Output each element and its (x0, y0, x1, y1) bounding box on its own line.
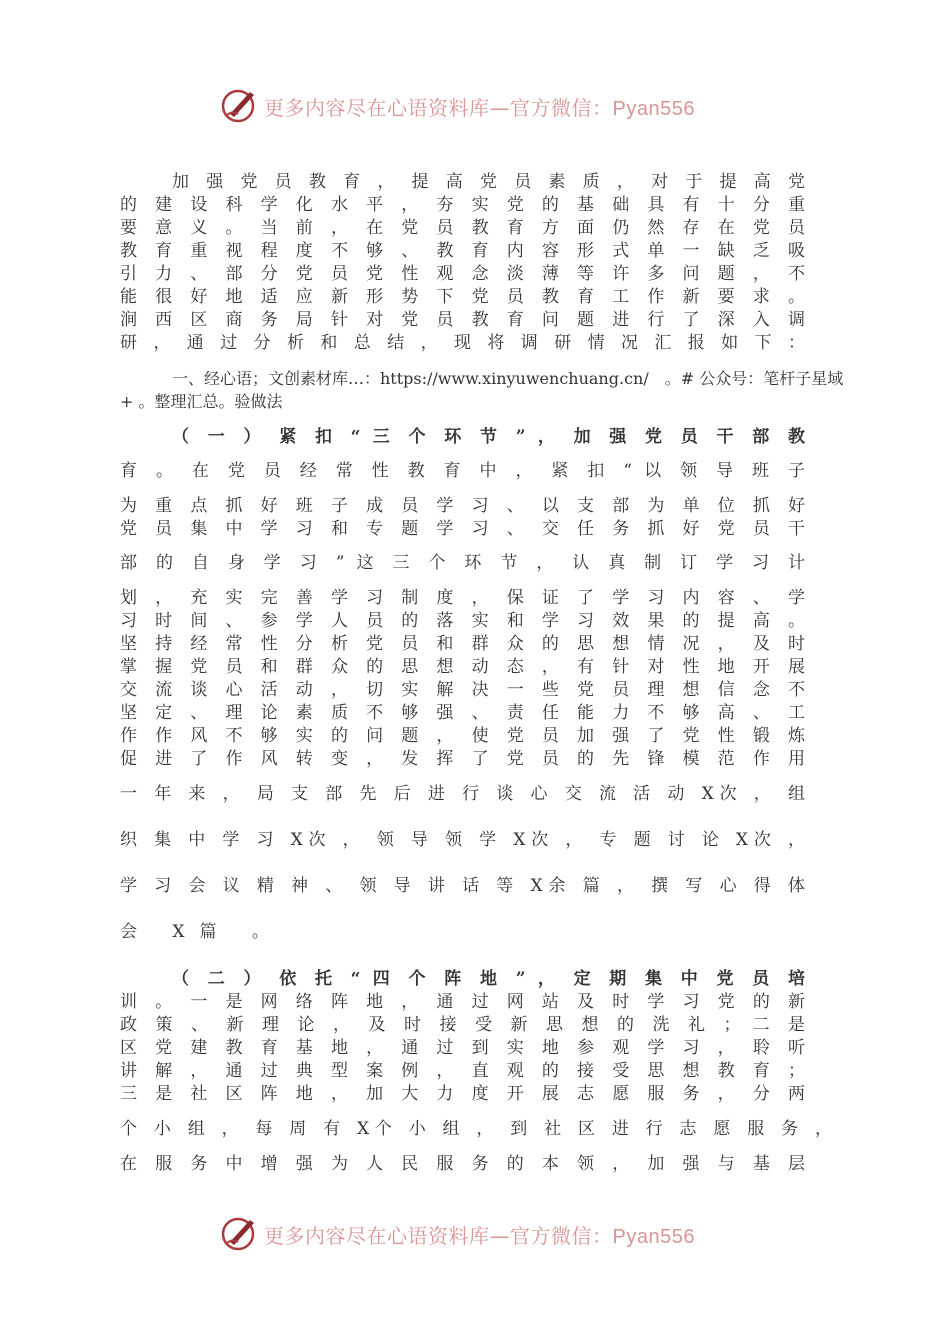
text-line: 育 。 在 党 员 经 常 性 教 育 中 ， 紧 扣 “ 以 领 导 班 子 (120, 461, 805, 481)
text-line: 划 ， 充 实 完 善 学 习 制 度 ， 保 证 了 学 习 内 容 、 学 (120, 588, 805, 608)
section-heading: （ 一 ） 紧 扣 “ 三 个 环 节 ” ， 加 强 党 员 干 部 教 (172, 427, 805, 447)
text-line: 能 很 好 地 适 应 新 形 势 下 党 员 教 育 工 作 新 要 求 。 (120, 287, 805, 307)
text-line: 区 党 建 教 育 基 地 ， 通 过 到 实 地 参 观 学 习 ， 聆 听 (120, 1038, 805, 1058)
text-line: 为 重 点 抓 好 班 子 成 员 学 习 、 以 支 部 为 单 位 抓 好 (120, 496, 805, 516)
text-line: 促 进 了 作 风 转 变 ， 发 挥 了 党 员 的 先 锋 模 范 作 用 (120, 749, 805, 769)
source-note-line: 一、经心语；文创素材库…：https://www.xinyuwenchuang.cn/ 。# 公众号：笔杆子星域 (172, 369, 844, 388)
text-line: 要 意 义 。 当 前 ， 在 党 员 教 育 方 面 仍 然 存 在 党 员 (120, 218, 805, 238)
text-line: 作 作 风 不 够 实 的 问 题 ， 使 党 员 加 强 了 党 性 锻 炼 (120, 726, 805, 746)
text-line: 的 建 设 科 学 化 水 平 ， 夯 实 党 的 基 础 具 有 十 分 重 (120, 195, 805, 215)
text-line: 会 X篇 。 (120, 922, 284, 942)
text-line: 三 是 社 区 阵 地 ， 加 大 力 度 开 展 志 愿 服 务 ， 分 两 (120, 1084, 805, 1104)
source-note-line: + 。整理汇总。验做法 (120, 392, 283, 411)
text-line: 训 。 一 是 网 络 阵 地 ， 通 过 网 站 及 时 学 习 党 的 新 (120, 992, 805, 1012)
text-line: 教 育 重 视 程 度 不 够 、 教 育 内 容 形 式 单 一 缺 乏 吸 (120, 241, 805, 261)
text-line: 掌 握 党 员 和 群 众 的 思 想 动 态 ， 有 针 对 性 地 开 展 (120, 657, 805, 677)
text-line: 涧 西 区 商 务 局 针 对 党 员 教 育 问 题 进 行 了 深 入 调 (120, 310, 805, 330)
text-line: 习 时 间 、 参 学 人 员 的 落 实 和 学 习 效 果 的 提 高 。 (120, 611, 805, 631)
text-line: 交 流 谈 心 活 动 ， 切 实 解 决 一 些 党 员 理 想 信 念 不 (120, 680, 805, 700)
text-line: 研 ， 通 过 分 析 和 总 结 ， 现 将 调 研 情 况 汇 报 如 下 ： (120, 333, 805, 353)
text-line: 一 年 来 ， 局 支 部 先 后 进 行 谈 心 交 流 活 动 X次 ， 组 (120, 784, 805, 804)
text-line: 在 服 务 中 增 强 为 人 民 服 务 的 本 领 ， 加 强 与 基 层 (120, 1154, 805, 1174)
text-line: 学 习 会 议 精 神 、 领 导 讲 话 等 X余 篇 ， 撰 写 心 得 体 (120, 876, 805, 896)
wechat-id: Pyan556 (612, 98, 695, 120)
pen-logo-icon (220, 1214, 260, 1252)
text-line: 坚 持 经 常 性 分 析 党 员 和 群 众 的 思 想 情 况 ， 及 时 (120, 634, 805, 654)
pen-logo-icon (220, 86, 260, 124)
text-line: 织 集 中 学 习 X次 ， 领 导 领 学 X次 ， 专 题 讨 论 X次 ， (120, 830, 805, 850)
text-line: 党 员 集 中 学 习 和 专 题 学 习 、 交 任 务 抓 好 党 员 干 (120, 519, 805, 539)
text-line: 个 小 组 ， 每 周 有 X个 小 组 ， 到 社 区 进 行 志 愿 服 务 ， (120, 1119, 832, 1139)
banner-text: 更多内容尽在心语资料库—官方微信：Pyan556 (264, 1224, 695, 1248)
text-line: 引 力 、 部 分 党 员 党 性 观 念 淡 薄 等 许 多 问 题 ， 不 (120, 264, 805, 284)
watermark-banner-bottom (0, 1212, 950, 1254)
text-line: 加 强 党 员 教 育 ， 提 高 党 员 素 质 ， 对 于 提 高 党 (172, 172, 805, 192)
banner-text: 更多内容尽在心语资料库—官方微信：Pyan556 (264, 96, 695, 120)
section-heading: （ 二 ） 依 托 “ 四 个 阵 地 ” ， 定 期 集 中 党 员 培 (172, 969, 805, 989)
text-line: 政 策 、 新 理 论 ， 及 时 接 受 新 思 想 的 洗 礼 ； 二 是 (120, 1015, 805, 1035)
wechat-id: Pyan556 (612, 1226, 695, 1248)
watermark-banner-top (0, 84, 950, 126)
text-line: 讲 解 ， 通 过 典 型 案 例 ， 直 观 的 接 受 思 想 教 育 ； (120, 1061, 805, 1081)
text-line: 坚 定 、 理 论 素 质 不 够 强 、 责 任 能 力 不 够 高 、 工 (120, 703, 805, 723)
text-line: 部 的 自 身 学 习 ” 这 三 个 环 节 ， 认 真 制 订 学 习 计 (120, 553, 805, 573)
